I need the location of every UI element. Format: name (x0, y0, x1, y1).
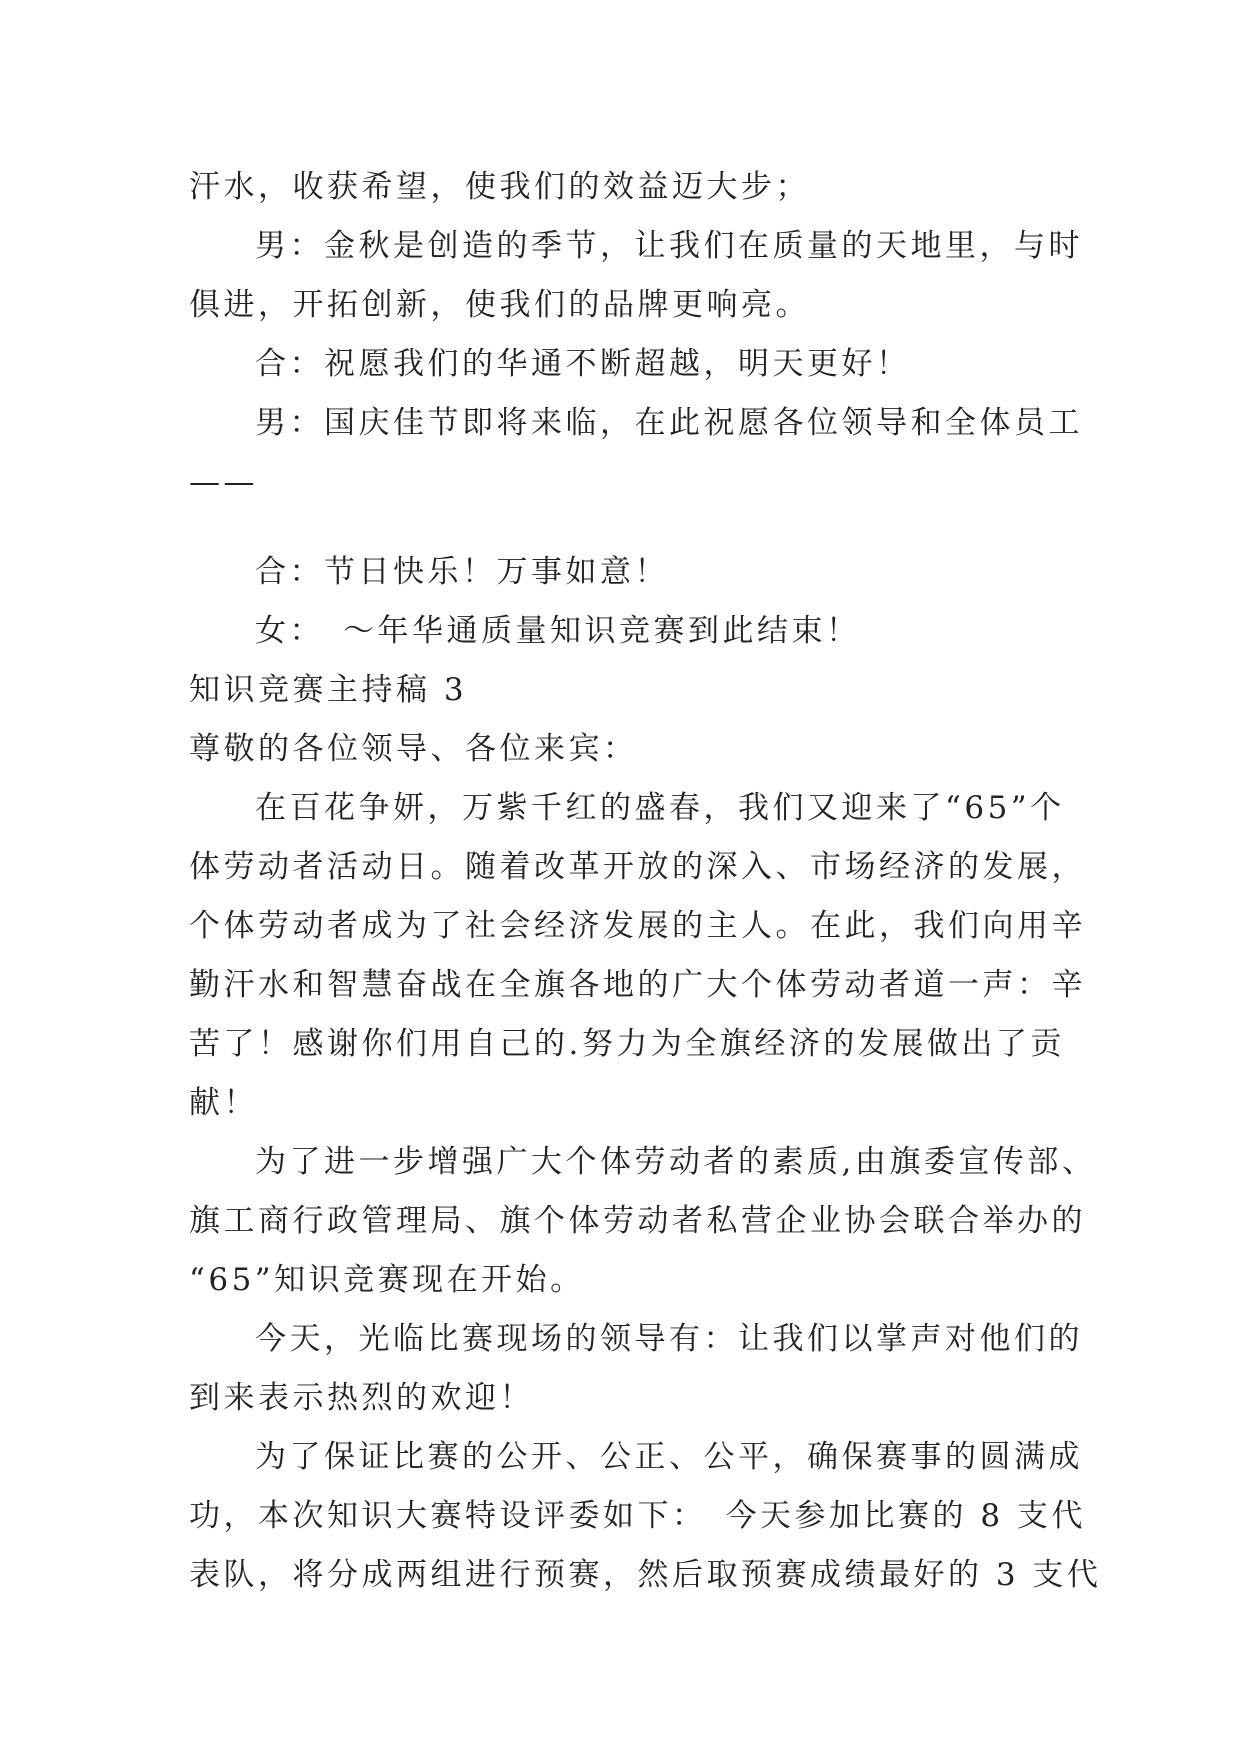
text-line: 为了进一步增强广大个体劳动者的素质,由旗委宣传部、 (255, 1144, 1097, 1180)
text-line: 合：节日快乐！万事如意！ (255, 554, 669, 590)
document-body (189, 158, 1102, 1605)
text-line: 功，本次知识大赛特设评委如下： 今天参加比赛的 8 支代 (189, 1498, 1086, 1534)
text-line: 合：祝愿我们的华通不断超越，明天更好！ (255, 346, 911, 382)
text-line: 勤汗水和智慧奋战在全旗各地的广大个体劳动者道一声：辛 (189, 967, 1086, 1003)
text-line: 表队，将分成两组进行预赛，然后取预赛成绩最好的 3 支代 (189, 1557, 1102, 1593)
text-line: 俱进，开拓创新，使我们的品牌更响亮。 (189, 287, 810, 323)
text-line: 在百花争妍，万紫千红的盛春，我们又迎来了“65”个 (255, 790, 1065, 826)
text-line: 体劳动者活动日。随着改革开放的深入、市场经济的发展， (189, 849, 1086, 885)
text-line: 旗工商行政管理局、旗个体劳动者私营企业协会联合举办的 (189, 1203, 1086, 1239)
text-line: 女： ～年华通质量知识竞赛到此结束！ (255, 613, 861, 649)
text-line: 到来表示热烈的欢迎！ (189, 1380, 534, 1416)
text-line: 苦了！感谢你们用自己的.努力为全旗经济的发展做出了贡 (189, 1026, 1065, 1062)
text-line: 男：金秋是创造的季节，让我们在质量的天地里，与时 (255, 228, 1083, 264)
text-line: “65”知识竞赛现在开始。 (189, 1262, 585, 1298)
text-line: 为了保证比赛的公开、公正、公平，确保赛事的圆满成 (255, 1439, 1083, 1475)
text-line: 今天，光临比赛现场的领导有：让我们以掌声对他们的 (255, 1321, 1083, 1357)
text-line: 个体劳动者成为了社会经济发展的主人。在此，我们向用辛 (189, 908, 1086, 944)
section-heading: 知识竞赛主持稿 3 (189, 672, 468, 708)
text-line: 汗水，收获希望，使我们的效益迈大步； (189, 169, 810, 205)
salutation-line: 尊敬的各位领导、各位来宾： (189, 731, 638, 767)
text-line: 献！ (189, 1085, 258, 1121)
text-line: 男：国庆佳节即将来临，在此祝愿各位领导和全体员工 (255, 405, 1083, 441)
text-line: —— (189, 464, 258, 500)
